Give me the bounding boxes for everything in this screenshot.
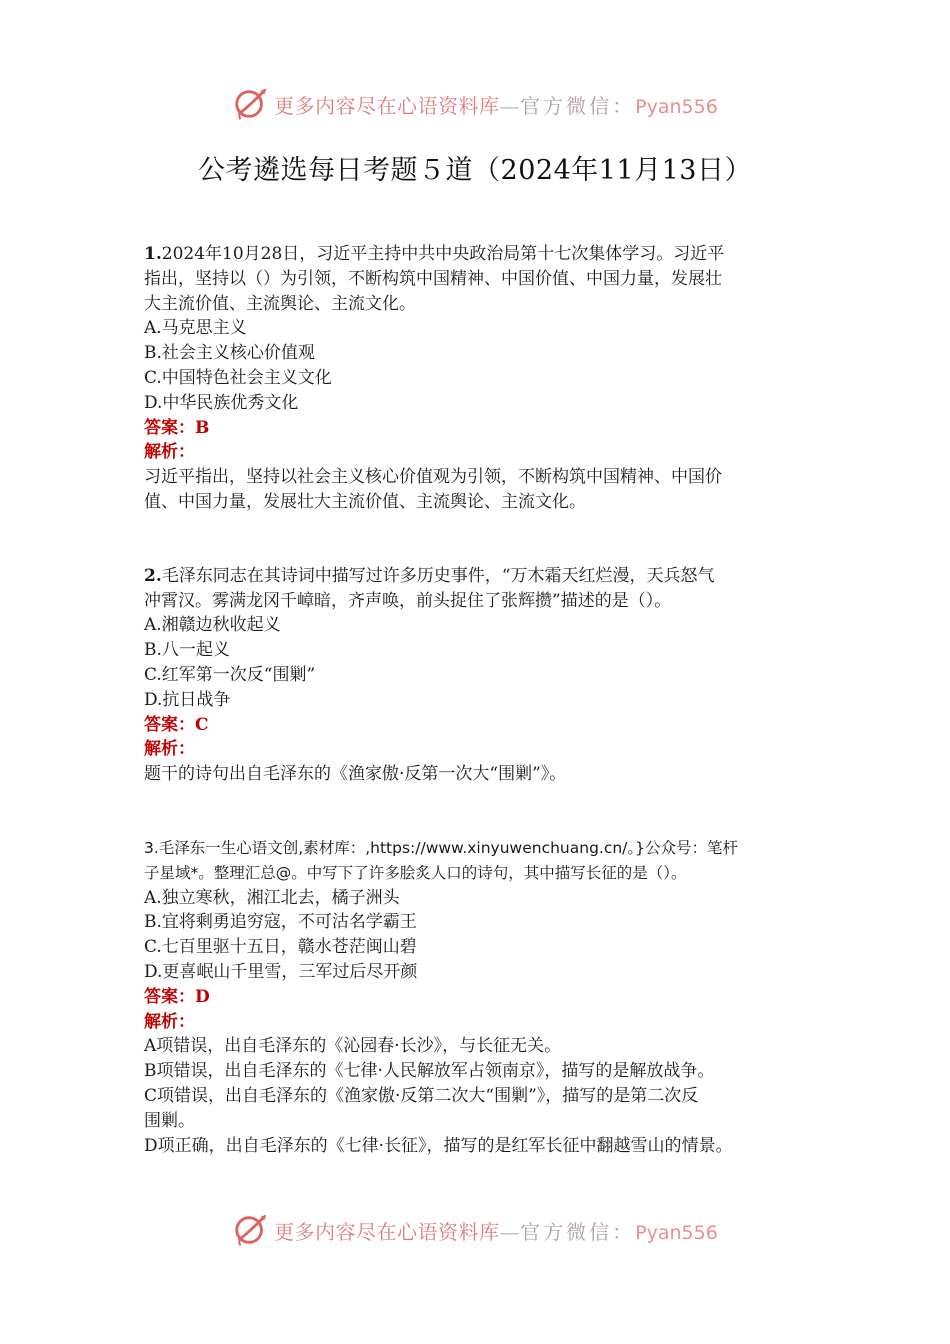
option-c: C.红军第一次反“围剿” [144,664,316,685]
option-b: B.社会主义核心价值观 [144,343,315,364]
answer-label: 答案：B [144,417,210,438]
option-b: B.八一起义 [144,640,230,661]
question-2 [144,564,812,787]
analysis-label: 解析： [144,442,195,463]
watermark-text: 更多内容尽在心语资料库—官方微信：Pyan556 [274,1219,718,1244]
analysis-line: B项错误，出自毛泽东的《七律·人民解放军占领南京》，描写的是解放战争。 [144,1061,715,1082]
question-stem-line: 大主流价值、主流舆论、主流文化。 [144,293,416,314]
analysis-label: 解析： [144,739,195,760]
question-stem: 3.毛泽东一生心语文创,素材库：,https://www.xinyuwenchuang.cn/。}公众号：笔杆 [144,838,739,857]
footer-watermark [0,1210,950,1250]
option-a: A.湘赣边秋收起义 [144,615,281,636]
analysis-line: 围剿。 [144,1110,195,1131]
questions-container [144,242,812,1207]
question-stem: 2.毛泽东同志在其诗词中描写过许多历史事件，“万木霜天红烂漫，天兵怒气 [144,565,715,586]
page-title: 公考遴选每日考题５道（2024年11月13日） [198,155,752,186]
option-d: D.抗日战争 [144,689,231,710]
analysis-label: 解析： [144,1011,195,1032]
option-d: D.更喜岷山千里雪，三军过后尽开颜 [144,961,418,982]
pen-logo-icon [232,1211,270,1249]
option-a: A.独立寒秋，湘江北去，橘子洲头 [144,887,400,908]
analysis-line: 习近平指出，坚持以社会主义核心价值观为引领，不断构筑中国精神、中国价 [144,467,722,488]
analysis-line: 值、中国力量，发展壮大主流价值、主流舆论、主流文化。 [144,491,586,512]
option-c: C.中国特色社会主义文化 [144,367,332,388]
option-c: C.七百里驱十五日，赣水苍茫闽山碧 [144,937,417,958]
analysis-line: 题干的诗句出自毛泽东的《渔家傲·反第一次大“围剿”》。 [144,764,567,785]
question-3 [144,836,812,1158]
analysis-line: A项错误，出自毛泽东的《沁园春·长沙》，与长征无关。 [144,1036,562,1057]
option-a: A.马克思主义 [144,318,247,339]
watermark-text: 更多内容尽在心语资料库—官方微信：Pyan556 [274,93,718,118]
question-stem-line: 冲霄汉。雾满龙冈千嶂暗，齐声唤，前头捉住了张辉攒”描述的是（）。 [144,590,672,611]
question-stem-line: 子星域*。整理汇总@。中写下了许多脍炙人口的诗句，其中描写长征的是（）。 [144,863,687,882]
answer-label: 答案：D [144,986,210,1007]
analysis-line: D项正确，出自毛泽东的《七律·长征》，描写的是红军长征中翻越雪山的情景。 [144,1135,733,1156]
analysis-line: C项错误，出自毛泽东的《渔家傲·反第二次大“围剿”》，描写的是第二次反 [144,1085,699,1106]
question-stem: 1.2024年10月28日，习近平主持中共中央政治局第十七次集体学习。习近平 [144,244,725,264]
option-b: B.宜将剩勇追穷寇，不可沽名学霸王 [144,912,417,933]
pen-logo-icon [232,85,270,123]
question-1 [144,242,812,515]
question-stem-line: 指出，坚持以（）为引领，不断构筑中国精神、中国价值、中国力量，发展壮 [144,268,722,289]
option-d: D.中华民族优秀文化 [144,392,299,413]
answer-label: 答案：C [144,714,209,735]
header-watermark [0,84,950,124]
